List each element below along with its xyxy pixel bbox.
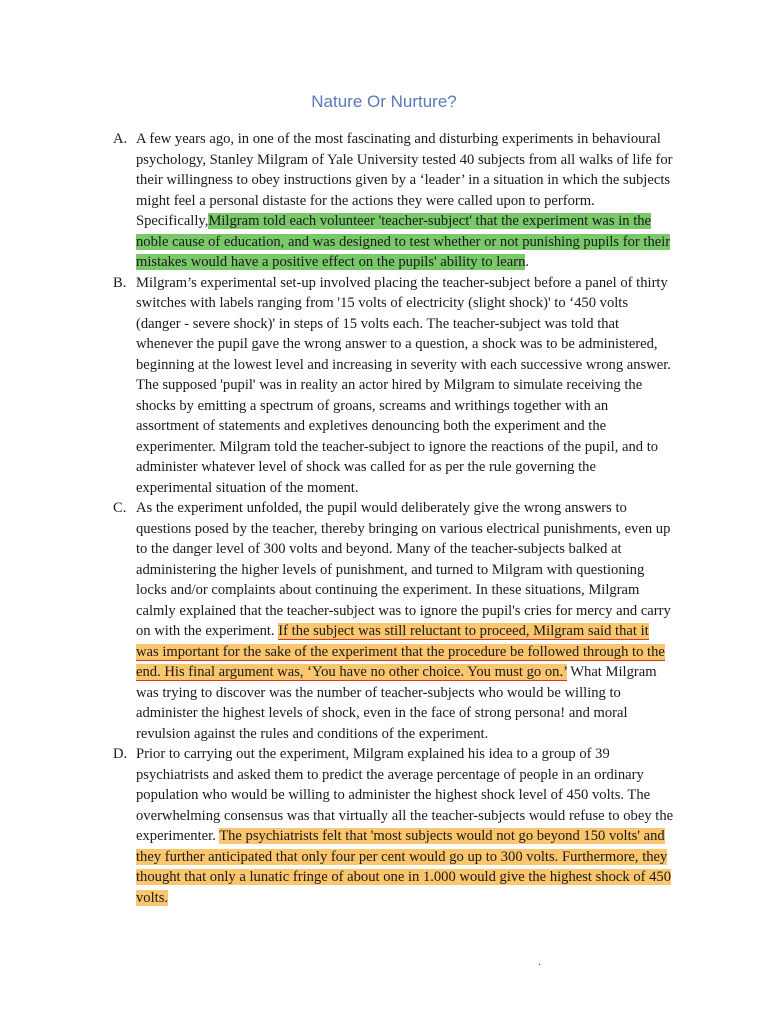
paragraph-text: Milgram’s experimental set-up involved placing the teacher-subject before a panel of thirty switches with labels ranging from '15 volts of electricity (slight shock)' to ‘450 volts (danger - severe shock)' in steps of 15 volts each. The teacher-subject was told that whenever the pupil gave the wrong answer to a question, a shock was to be administered, beginning at the lowest level and increasing in severity with each successive wrong answer. The supposed 'pupil' was in reality an actor hired by Milgram to simulate receiving the shocks by emitting a spectrum of groans, screams and writhings together with an assortment of statements and expletives denouncing both the experiment and the experimenter. Milgram told the teacher-subject to ignore the reactions of the pupil, and to administer whatever level of shock was called for as per the rule governing the experimental situation of the moment.: [136, 274, 671, 496]
paragraph-d: [113, 744, 675, 908]
footer-mark: .: [538, 954, 541, 968]
green-highlight: Milgram told each volunteer 'teacher-subject' that the experiment was in the noble cause of education, and was designed to test whether or not punishing pupils for their mistakes would have a positive effect on the pupils' ability to learn: [136, 213, 671, 270]
paragraph-list: [113, 129, 675, 908]
orange-highlight: The psychiatrists felt that 'most subjects would not go beyond 150 volts' and they further anticipated that only four per cent would go up to 300 volts. Furthermore, they thought that only a lunatic fringe of about one in 1.000 would give the highest shock of 450 volts.: [136, 828, 672, 906]
paragraph-c: [113, 498, 675, 744]
paragraph-text-end: What Milgram was trying to discover was the number of teacher-subjects who would be willing to administer the highest levels of shock, even in the face of strong persona! and moral revulsion against the rules and conditions of the experiment.: [136, 664, 657, 742]
paragraph-letter: D.: [113, 746, 128, 762]
paragraph-letter: C.: [113, 500, 127, 516]
paragraph-letter: A.: [113, 131, 128, 147]
page-title: Nature Or Nurture?: [311, 92, 457, 111]
paragraph-text: Prior to carrying out the experiment, Milgram explained his idea to a group of 39 psychiatrists and asked them to predict the average percentage of people in an ordinary population who would be willing to administer the highest shock level of 450 volts. The overwhelming consensus was that virtually all the teacher-subjects would refuse to obey the experimenter.: [136, 746, 674, 844]
orange-underlined-highlight: If the subject was still reluctant to proceed, Milgram said that it was important for the sake of the experiment that the procedure be followed through to the end. His final argument was, ‘You have no other choice. You must go on.’: [136, 623, 665, 680]
paragraph-text: A few years ago, in one of the most fascinating and disturbing experiments in behavioural psychology, Stanley Milgram of Yale University tested 40 subjects from all walks of life for their willingness to obey instructions given by a ‘leader’ in a situation in which the subjects might feel a personal distaste for the actions they were called upon to perform. Specifically,: [136, 131, 673, 229]
paragraph-a: [113, 129, 675, 273]
paragraph-text: As the experiment unfolded, the pupil would deliberately give the wrong answers to questions posed by the teacher, thereby bringing on various electrical punishments, even up to the danger level of 300 volts and beyond. Many of the teacher-subjects balked at administering the higher levels of punishment, and turned to Milgram with questioning locks and/or complaints about continuing the experiment. In these situations, Milgram calmly explained that the teacher-subject was to ignore the pupil's cries for mercy and carry on with the experiment.: [136, 500, 671, 639]
paragraph-text-end: .: [525, 254, 530, 270]
paragraph-b: [113, 273, 675, 499]
paragraph-letter: B.: [113, 274, 127, 291]
